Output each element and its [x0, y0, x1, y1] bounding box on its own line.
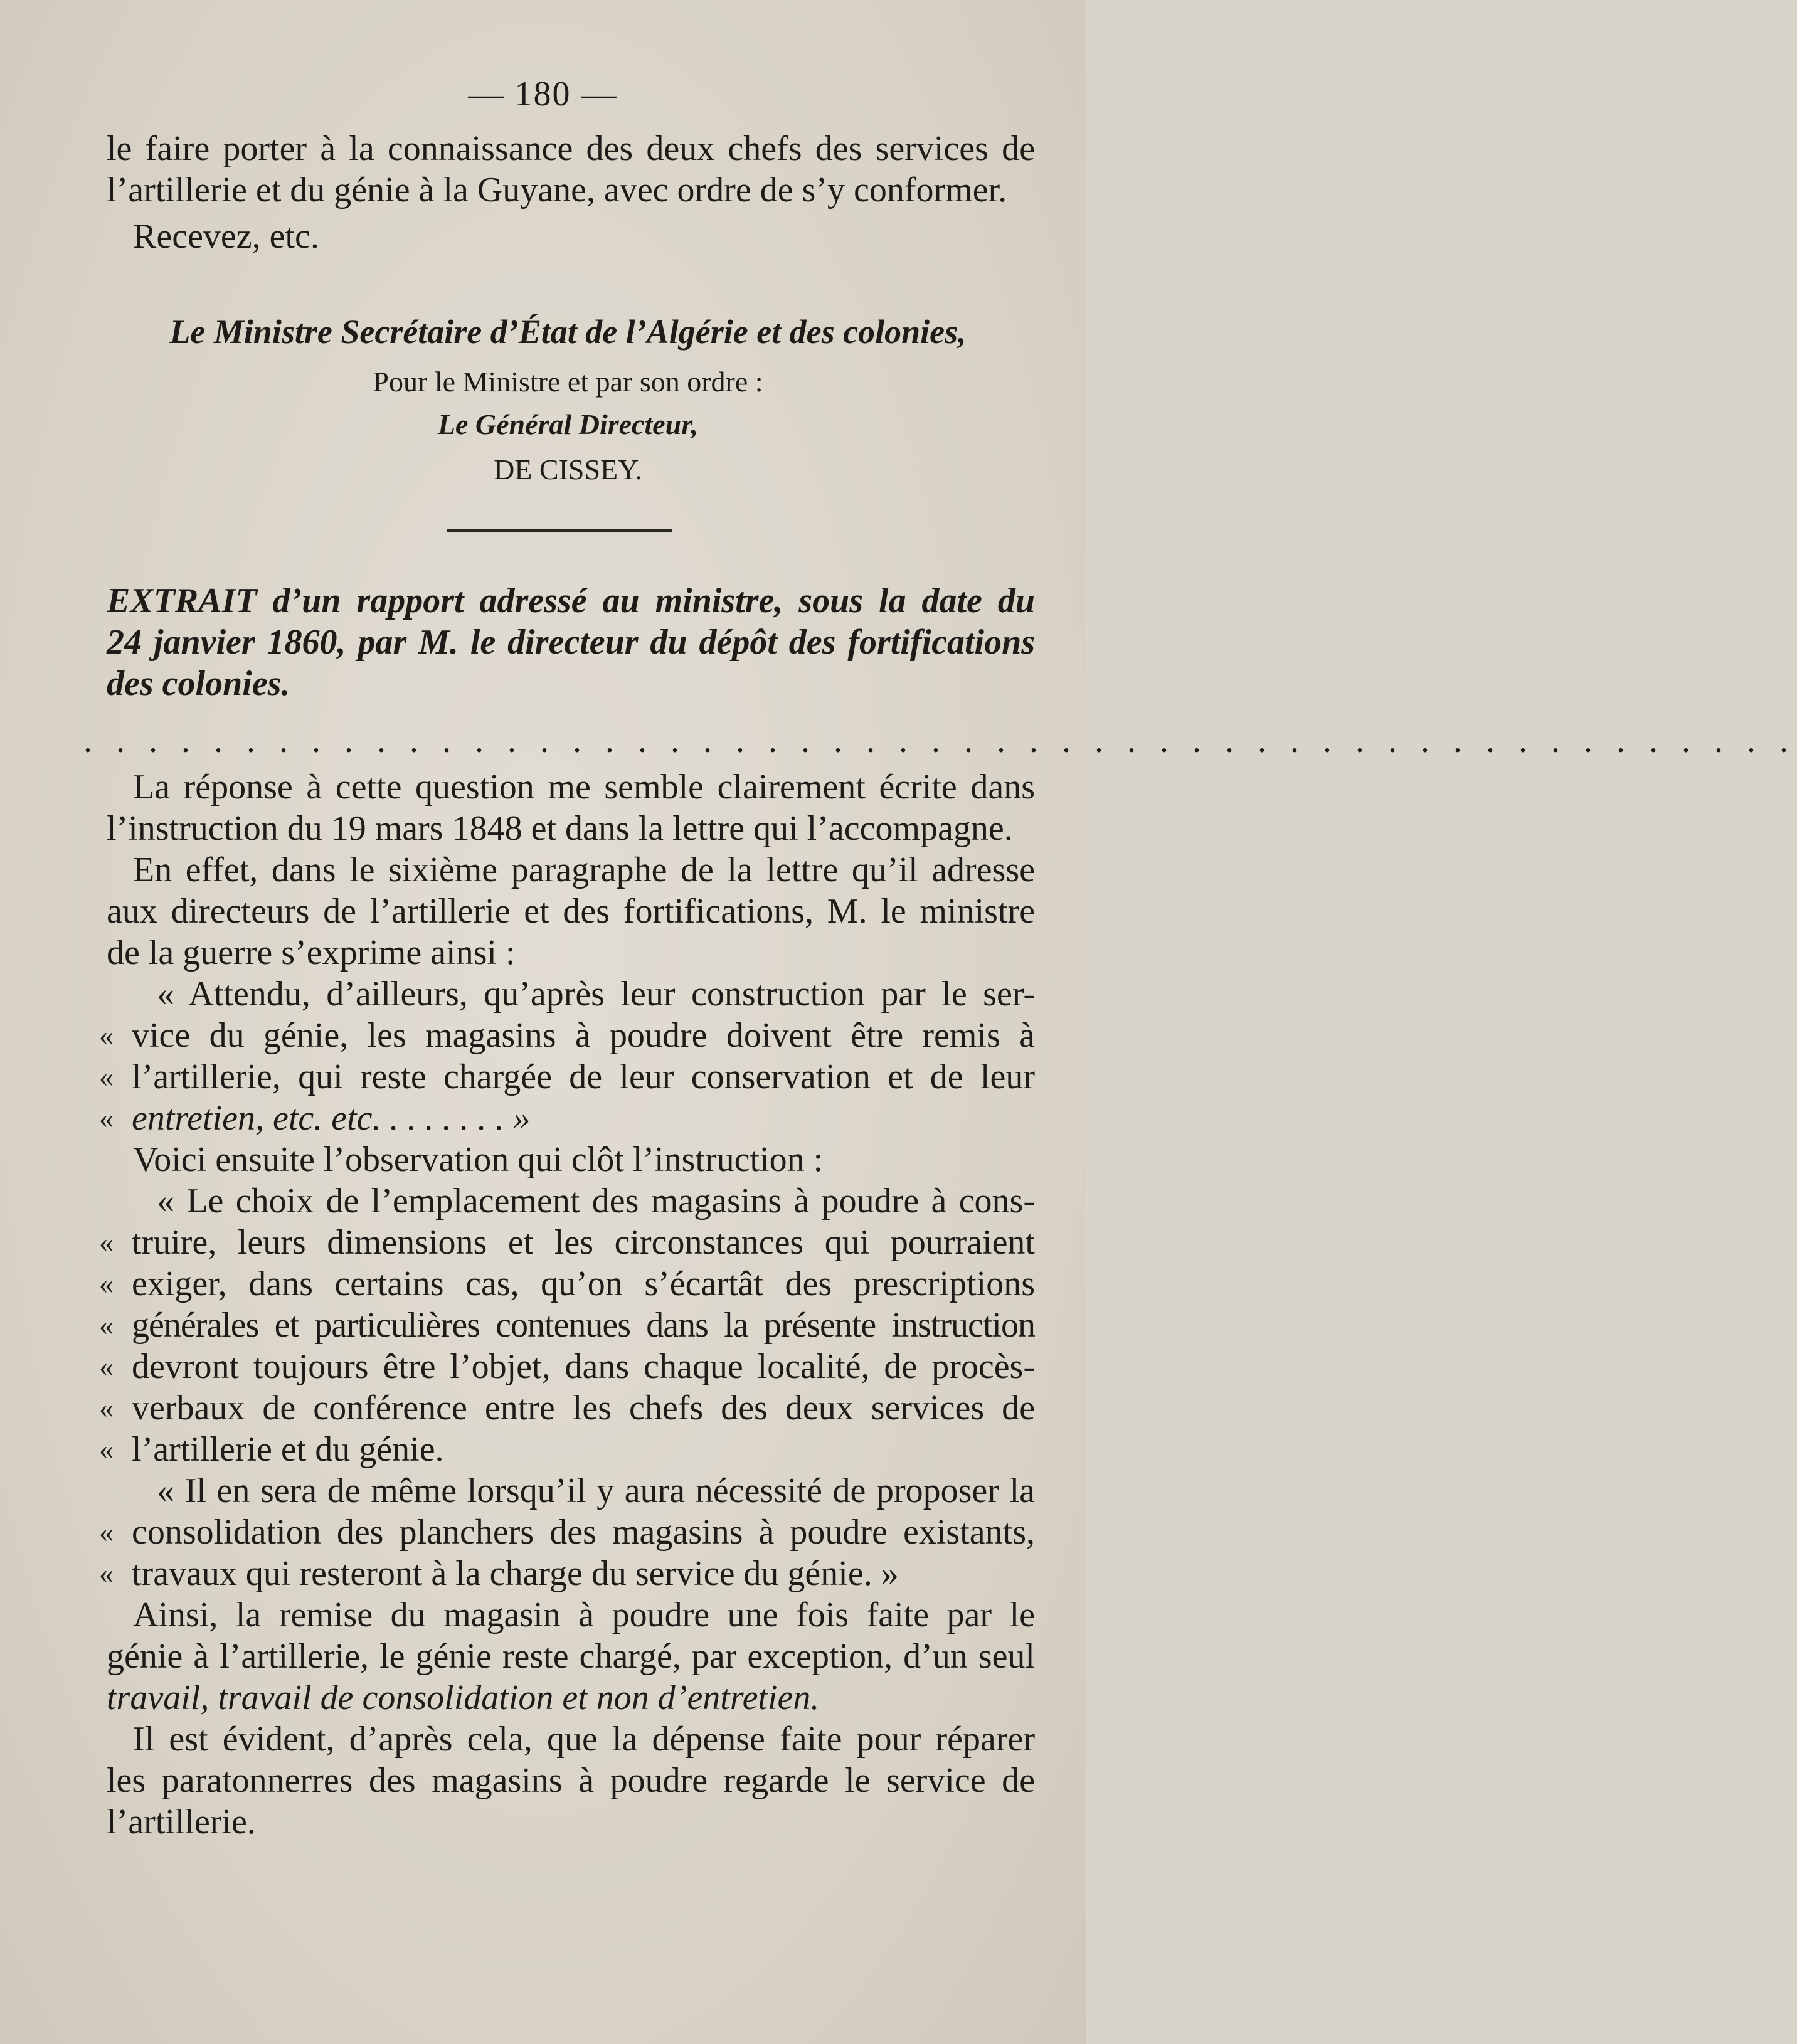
quote-text: devront toujours être l’objet, dans chaque localité, de procès-	[132, 1347, 1035, 1386]
text-line: EXTRAIT d’un rapport adressé au ministre, sous la date du	[107, 581, 1035, 620]
quote-line	[99, 1015, 1035, 1056]
quote-mark: «	[99, 1019, 114, 1051]
ellipsis-dots: . . . . . . . . . . . . . . . . . . . . . . . . . . . . . . . . . . . . . . . . . . . . . . . . . . . . .	[85, 729, 1797, 758]
quote-text: exiger, dans certains cas, qu’on s’écartât des prescriptions	[132, 1264, 1035, 1303]
quote-mark: «	[99, 1268, 114, 1300]
quote-mark: «	[99, 1350, 114, 1382]
report-body	[99, 766, 1035, 1843]
quote-line	[99, 1056, 1035, 1098]
quote-text: travaux qui resteront à la charge du service du génie. »	[132, 1554, 899, 1593]
quote-text: « Il en sera de même lorsqu’il y aura nécessité de proposer la	[157, 1471, 1035, 1510]
extract-heading	[107, 580, 1035, 704]
letter-closing	[107, 128, 1035, 257]
quote-line	[107, 973, 1035, 1015]
text-line: Ainsi, la remise du magasin à poudre une fois faite par le	[133, 1596, 1035, 1634]
quote-mark: «	[99, 1557, 114, 1589]
text-line: Voici ensuite l’observation qui clôt l’instruction :	[133, 1140, 824, 1179]
quote-text: « Le choix de l’emplacement des magasins à poudre à cons-	[157, 1182, 1035, 1221]
salutation: Recevez, etc.	[133, 217, 319, 256]
quote-text: consolidation des planchers des magasins à poudre existants,	[132, 1513, 1035, 1552]
quote-line	[99, 1098, 1035, 1139]
text-line: Il est évident, d’après cela, que la dépense faite pour réparer	[133, 1720, 1035, 1759]
signature-title: Le Ministre Secrétaire d’État de l’Algérie et des colonies,	[169, 313, 967, 351]
quote-mark: «	[99, 1102, 114, 1134]
quote-mark: «	[99, 1433, 114, 1465]
quote-text: verbaux de conférence entre les chefs des deux services de	[132, 1389, 1035, 1427]
text-line: de la guerre s’exprime ainsi :	[107, 933, 516, 972]
section-divider	[447, 529, 672, 532]
quote-line	[99, 1263, 1035, 1305]
quote-line	[99, 1553, 1035, 1594]
text-line: des colonies.	[107, 664, 290, 703]
text-line: l’instruction du 19 mars 1848 et dans la lettre qui l’accompagne.	[107, 809, 1013, 848]
text-line: les paratonnerres des magasins à poudre regarde le service de	[107, 1761, 1035, 1800]
quote-line	[99, 1305, 1035, 1346]
text-line: En effet, dans le sixième paragraphe de la lettre qu’il adresse	[133, 850, 1035, 889]
quote-mark: «	[99, 1226, 114, 1258]
text-line: génie à l’artillerie, le génie reste chargé, par exception, d’un seul	[107, 1637, 1035, 1676]
text-line: l’artillerie.	[107, 1803, 256, 1841]
quote-line	[99, 1512, 1035, 1553]
quote-line	[99, 1222, 1035, 1263]
signature-order: Pour le Ministre et par son ordre :	[373, 366, 763, 398]
quote-mark: «	[99, 1061, 114, 1093]
signature-name: DE CISSEY.	[494, 453, 642, 485]
page-number: — 180 —	[468, 75, 618, 114]
quote-text: « Attendu, d’ailleurs, qu’après leur construction par le ser-	[157, 975, 1035, 1014]
quote-text: vice du génie, les magasins à poudre doivent être remis à	[132, 1016, 1035, 1055]
quote-line	[99, 1346, 1035, 1387]
quote-mark: «	[99, 1516, 114, 1548]
quote-line	[99, 1387, 1035, 1429]
quote-line	[107, 1470, 1035, 1512]
quote-mark: «	[99, 1309, 114, 1341]
text-line: 24 janvier 1860, par M. le directeur du dépôt des fortifications	[107, 623, 1035, 662]
text-line: le faire porter à la connaissance des deux chefs des services de	[107, 129, 1035, 168]
quote-line	[99, 1429, 1035, 1470]
text-line: travail, travail de consolidation et non d’entretien.	[107, 1678, 820, 1717]
quote-text: générales et particulières contenues dans la présente instruction	[132, 1306, 1035, 1345]
text-line: La réponse à cette question me semble clairement écrite dans	[133, 768, 1035, 807]
quote-line	[107, 1180, 1035, 1222]
quote-text: entretien, etc. etc. . . . . . . . »	[132, 1099, 531, 1138]
text-line: l’artillerie et du génie à la Guyane, avec ordre de s’y conformer.	[107, 171, 1007, 209]
text-line: aux directeurs de l’artillerie et des fortifications, M. le ministre	[107, 892, 1035, 931]
quote-mark: «	[99, 1392, 114, 1424]
quote-text: l’artillerie et du génie.	[132, 1430, 444, 1469]
signature-role: Le Général Directeur,	[437, 408, 699, 440]
quote-text: truire, leurs dimensions et les circonstances qui pourraient	[132, 1223, 1035, 1262]
quote-text: l’artillerie, qui reste chargée de leur conservation et de leur	[132, 1057, 1035, 1096]
